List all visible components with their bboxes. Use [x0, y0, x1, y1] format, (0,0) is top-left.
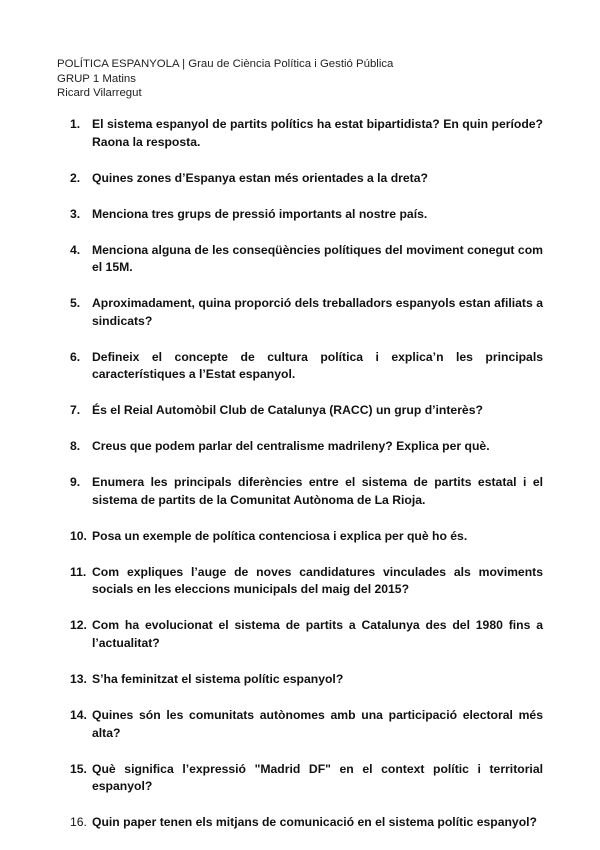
- question-text: Com expliques l’auge de noves candidatures vinculades als moviments socials en les eleccions municipals del maig del 2015?: [92, 564, 543, 597]
- group-label: GRUP 1 Matins: [57, 72, 136, 85]
- question-item: [70, 564, 543, 599]
- question-text: S’ha feminitzat el sistema polític espanyol?: [92, 671, 344, 686]
- question-list: [70, 116, 543, 850]
- question-item: [70, 671, 543, 689]
- question-item: [70, 206, 543, 224]
- question-number: 1.: [70, 117, 81, 131]
- question-text: El sistema espanyol de partits polítics ha estat bipartidista? En quin període? Raona la resposta.: [92, 117, 543, 149]
- question-item: [70, 474, 543, 509]
- question-number: 15.: [70, 761, 87, 776]
- question-item: [70, 116, 543, 151]
- question-number: 6.: [70, 349, 81, 364]
- question-text: Menciona tres grups de pressió importants al nostre país.: [92, 206, 428, 221]
- question-text: Enumera les principals diferències entre el sistema de partits estatal i el sistema de partits de la Comunitat Autònoma de La Rioja.: [92, 475, 543, 507]
- question-number: 5.: [70, 296, 81, 311]
- question-item: [70, 761, 543, 796]
- author-name: Ricard Vilarregut: [57, 87, 142, 100]
- question-text: Menciona alguna de les conseqüències polítiques del moviment conegut com el 15M.: [92, 242, 543, 275]
- question-text: Com ha evolucionat el sistema de partits a Catalunya des del 1980 fins a l’actualitat?: [92, 618, 543, 650]
- question-text: Quin paper tenen els mitjans de comunicació en el sistema polític espanyol?: [92, 815, 537, 830]
- question-item: [70, 402, 543, 420]
- question-item: [70, 438, 543, 456]
- question-text: Què significa l’expressió "Madrid DF" en el context polític i territorial espanyol?: [92, 761, 543, 794]
- question-number: 2.: [70, 170, 81, 185]
- question-text: Creus que podem parlar del centralisme madrileny? Explica per què.: [92, 439, 490, 454]
- question-number: 4.: [70, 242, 81, 257]
- question-text: Quines són les comunitats autònomes amb una participació electoral més alta?: [92, 707, 543, 740]
- question-text: Posa un exemple de política contenciosa i explica per què ho és.: [92, 528, 468, 543]
- question-number: 3.: [70, 206, 81, 221]
- question-number: 7.: [70, 403, 81, 418]
- question-text: Aproximadament, quina proporció dels treballadors espanyols estan afiliats a sindicats?: [92, 296, 543, 328]
- question-text: Defineix el concepte de cultura política i explica’n les principals característiques a l’Estat espanyol.: [92, 349, 543, 382]
- question-number: 12.: [70, 618, 87, 633]
- question-text: És el Reial Automòbil Club de Catalunya (RACC) un grup d’interès?: [92, 403, 483, 418]
- question-item: [70, 242, 543, 277]
- question-number: 9.: [70, 475, 81, 490]
- question-number: 16.: [70, 815, 87, 830]
- question-item: [70, 349, 543, 384]
- question-item: [70, 295, 543, 330]
- document-header: [57, 57, 393, 101]
- question-number: 8.: [70, 439, 81, 454]
- question-number: 10.: [70, 528, 87, 543]
- question-number: 13.: [70, 671, 87, 686]
- course-title: POLÍTICA ESPANYOLA | Grau de Ciència Política i Gestió Pública: [57, 58, 394, 70]
- question-number: 14.: [70, 707, 87, 722]
- question-item: [70, 814, 543, 832]
- question-text: Quines zones d’Espanya estan més orientades a la dreta?: [92, 170, 428, 185]
- question-item: [70, 170, 543, 188]
- question-item: [70, 707, 543, 742]
- question-item: [70, 617, 543, 652]
- question-number: 11.: [70, 564, 87, 579]
- question-item: [70, 528, 543, 546]
